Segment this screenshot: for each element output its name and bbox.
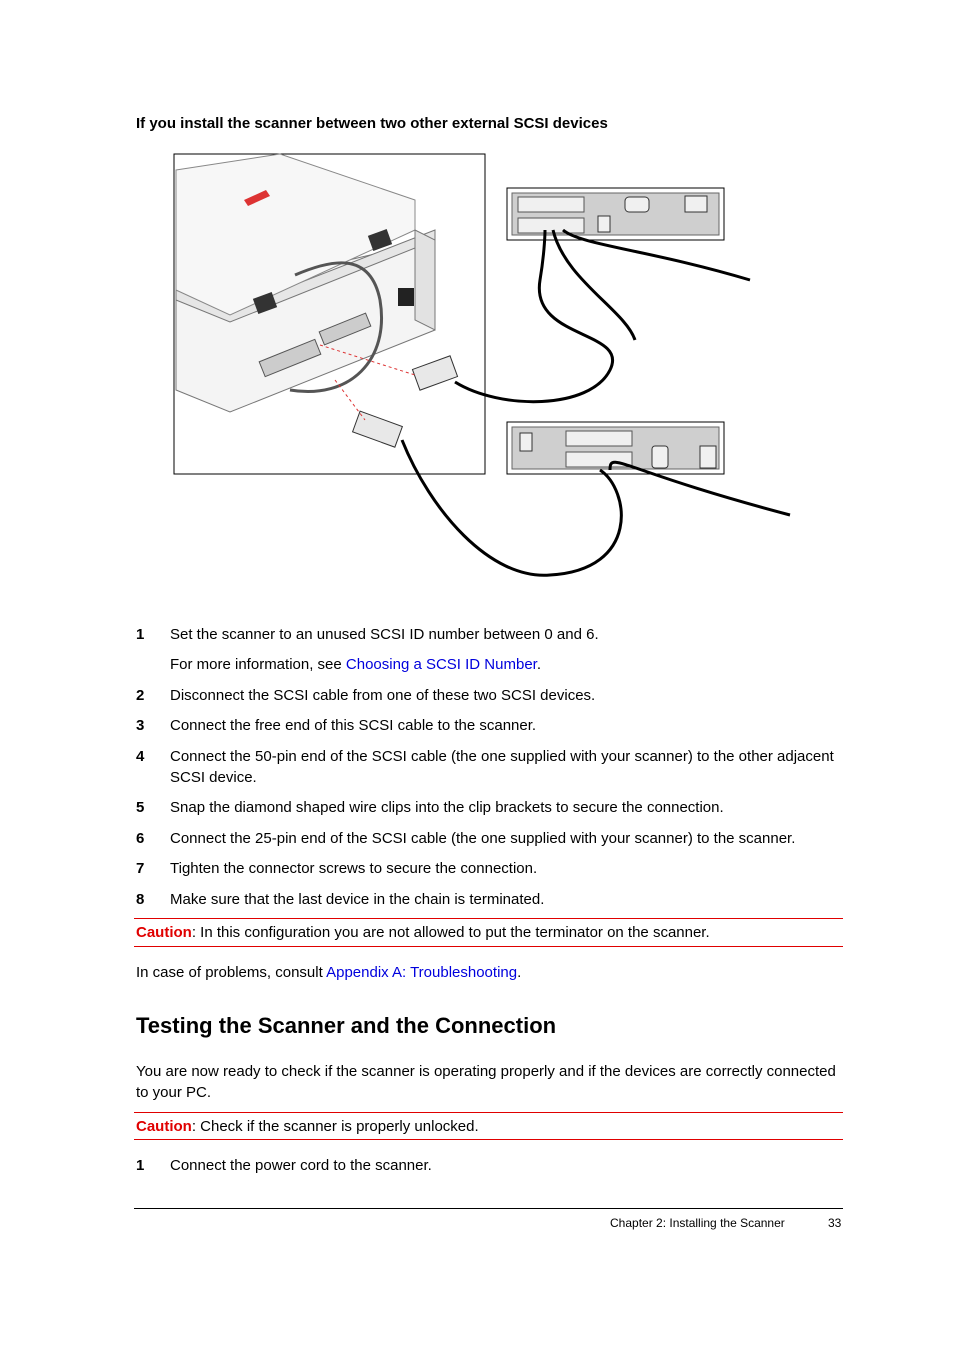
external-scsi-device-bottom-icon (507, 422, 724, 474)
step-text: Connect the power cord to the scanner. (170, 1157, 432, 1174)
note-prefix: For more information, see (170, 656, 346, 673)
external-scsi-device-top-icon (507, 188, 724, 240)
problems-suffix: . (517, 964, 522, 981)
caution-rule-bottom (134, 1139, 843, 1140)
intro-paragraph: You are now ready to check if the scanner is operating properly and if the devices are correctly connected to your PC. (136, 1063, 836, 1101)
caution-text: : Check if the scanner is properly unlocked. (191, 1118, 479, 1135)
footer-page-number: 33 (828, 1216, 842, 1230)
caution-label: Caution (136, 924, 192, 941)
step-number: 6 (136, 830, 145, 847)
link-appendix-a[interactable]: Appendix A: Troubleshooting (326, 964, 518, 981)
caution-note (136, 1116, 479, 1137)
problems-paragraph (136, 962, 521, 983)
link-choosing-scsi-id[interactable]: Choosing a SCSI ID Number (345, 656, 537, 673)
note-suffix: . (536, 656, 541, 673)
step-number: 8 (136, 891, 145, 908)
step1-note (170, 654, 850, 675)
step-text: Connect the 50-pin end of the SCSI cable (the one supplied with your scanner) to the other adjacent SCSI device. (170, 748, 834, 786)
step-text: Snap the diamond shaped wire clips into the clip brackets to secure the connection. (170, 799, 724, 816)
footer-rule (134, 1208, 843, 1209)
caution-rule-top (134, 1112, 843, 1113)
step-text: Tighten the connector screws to secure the connection. (170, 860, 538, 877)
figure-heading: If you install the scanner between two other external SCSI devices (136, 115, 608, 132)
scsi-connection-illustration (170, 150, 810, 590)
step-number: 1 (136, 1157, 145, 1174)
caution-rule-top (134, 918, 843, 919)
step-number: 2 (136, 687, 145, 704)
step-number: 5 (136, 799, 145, 816)
footer-chapter: Chapter 2: Installing the Scanner (610, 1216, 785, 1230)
section-title: Testing the Scanner and the Connection (136, 1013, 557, 1038)
caution-note (136, 922, 710, 943)
step-text: Connect the free end of this SCSI cable to the scanner. (170, 717, 537, 734)
step-text: Disconnect the SCSI cable from one of these two SCSI devices. (170, 687, 596, 704)
step-text: Connect the 25-pin end of the SCSI cable (the one supplied with your scanner) to the scanner. (170, 830, 796, 847)
caution-text: : In this configuration you are not allowed to put the terminator on the scanner. (191, 924, 710, 941)
step-number: 3 (136, 717, 145, 734)
problems-prefix: In case of problems, consult (136, 964, 327, 981)
step-number: 1 (136, 626, 145, 643)
step-number: 7 (136, 860, 145, 877)
step-text: Set the scanner to an unused SCSI ID number between 0 and 6. (170, 626, 599, 643)
step-text: Make sure that the last device in the chain is terminated. (170, 891, 545, 908)
caution-label: Caution (136, 1118, 192, 1135)
caution-rule-bottom (134, 946, 843, 947)
step-number: 4 (136, 748, 145, 765)
